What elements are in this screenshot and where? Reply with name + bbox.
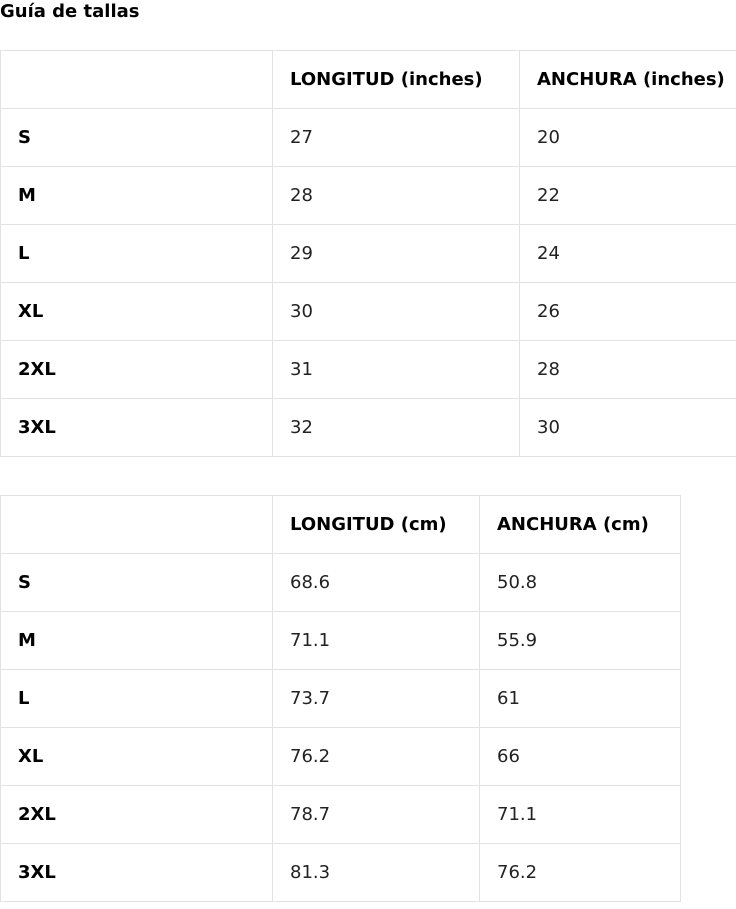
length-cell: 73.7	[273, 670, 480, 728]
width-cell: 20	[520, 109, 736, 167]
size-cell: 3XL	[1, 844, 273, 902]
size-cell: M	[1, 612, 273, 670]
width-cell: 71.1	[480, 786, 681, 844]
table-header-row	[1, 51, 736, 109]
table-row	[1, 225, 736, 283]
header-cell-width: ANCHURA (cm)	[480, 496, 681, 554]
length-cell: 27	[273, 109, 520, 167]
length-cell: 32	[273, 399, 520, 457]
length-cell: 76.2	[273, 728, 480, 786]
size-cell: XL	[1, 283, 273, 341]
header-cell-width: ANCHURA (inches)	[520, 51, 736, 109]
table-row	[1, 399, 736, 457]
page-title: Guía de tallas	[0, 1, 140, 22]
size-cell: 2XL	[1, 786, 273, 844]
header-cell-empty	[1, 496, 273, 554]
table-header-row	[1, 496, 681, 554]
table-row	[1, 283, 736, 341]
length-cell: 78.7	[273, 786, 480, 844]
size-table-inches	[0, 50, 736, 457]
table-row	[1, 554, 681, 612]
header-cell-length: LONGITUD (inches)	[273, 51, 520, 109]
length-cell: 68.6	[273, 554, 480, 612]
width-cell: 30	[520, 399, 736, 457]
size-cell: S	[1, 554, 273, 612]
table-row	[1, 728, 681, 786]
width-cell: 24	[520, 225, 736, 283]
size-cell: S	[1, 109, 273, 167]
size-cell: 2XL	[1, 341, 273, 399]
header-cell-empty	[1, 51, 273, 109]
length-cell: 81.3	[273, 844, 480, 902]
width-cell: 55.9	[480, 612, 681, 670]
width-cell: 50.8	[480, 554, 681, 612]
length-cell: 28	[273, 167, 520, 225]
width-cell: 28	[520, 341, 736, 399]
width-cell: 22	[520, 167, 736, 225]
size-cell: L	[1, 670, 273, 728]
table-row	[1, 341, 736, 399]
width-cell: 26	[520, 283, 736, 341]
size-cell: XL	[1, 728, 273, 786]
table-row	[1, 786, 681, 844]
size-cell: M	[1, 167, 273, 225]
size-cell: L	[1, 225, 273, 283]
width-cell: 66	[480, 728, 681, 786]
length-cell: 30	[273, 283, 520, 341]
size-table-cm	[0, 495, 681, 902]
length-cell: 29	[273, 225, 520, 283]
length-cell: 71.1	[273, 612, 480, 670]
table-row	[1, 109, 736, 167]
width-cell: 61	[480, 670, 681, 728]
table-row	[1, 167, 736, 225]
header-cell-length: LONGITUD (cm)	[273, 496, 480, 554]
length-cell: 31	[273, 341, 520, 399]
width-cell: 76.2	[480, 844, 681, 902]
size-cell: 3XL	[1, 399, 273, 457]
table-row	[1, 612, 681, 670]
table-row	[1, 844, 681, 902]
table-row	[1, 670, 681, 728]
